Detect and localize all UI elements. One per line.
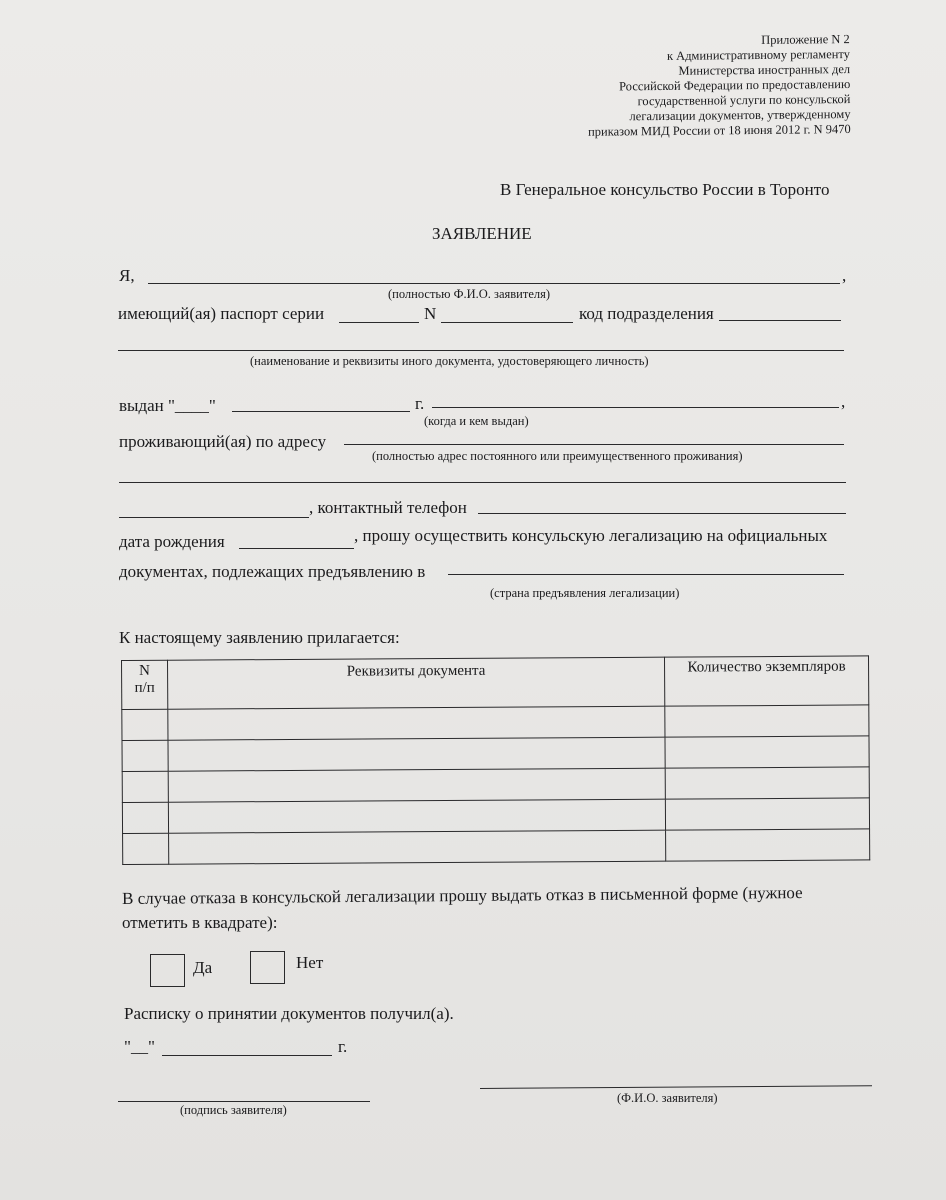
other-id-document-field[interactable] <box>118 350 844 351</box>
page-title: ЗАЯВЛЕНИЕ <box>432 224 532 243</box>
issued-end-comma: , <box>841 392 846 411</box>
row-copies-cell[interactable] <box>665 798 869 830</box>
fio-signature-field[interactable] <box>480 1085 872 1089</box>
column-header-number-line2: п/п <box>134 679 155 696</box>
row-number-cell[interactable] <box>122 740 168 771</box>
address-caption: (полностью адрес постоянного или преимущественного проживания) <box>372 449 743 463</box>
destination-country-field[interactable] <box>448 574 844 575</box>
other-id-caption: (наименование и реквизиты иного документа, удостоверяющего личность) <box>250 354 649 368</box>
row-details-cell[interactable] <box>168 799 665 833</box>
refusal-yes-checkbox[interactable] <box>150 954 185 987</box>
line-end-comma: , <box>842 266 847 285</box>
column-header-details: Реквизиты документа <box>168 657 665 709</box>
receipt-text: Расписку о принятии документов получил(а). <box>124 1004 454 1023</box>
table-header-row <box>122 656 869 710</box>
division-code-label: код подразделения <box>579 304 714 323</box>
fio-signature-caption: (Ф.И.О. заявителя) <box>617 1091 718 1105</box>
refusal-no-checkbox[interactable] <box>250 951 285 984</box>
birth-date-field[interactable] <box>239 548 354 549</box>
appendix-line: Министерства иностранных дел <box>678 61 851 78</box>
column-header-number-line1: N <box>139 662 151 679</box>
issued-label: выдан "____" <box>119 396 216 415</box>
issued-by-field[interactable] <box>432 407 839 408</box>
appendix-line: легализации документов, утвержденному <box>629 106 851 124</box>
appendix-line: Российской Федерации по предоставлению <box>619 76 851 94</box>
table-row <box>123 829 870 865</box>
fio-field[interactable] <box>148 283 840 284</box>
refusal-text-line1: В случае отказа в консульской легализации прошу выдать отказ в письменной форме (нужное <box>122 883 803 908</box>
country-caption: (страна предъявления легализации) <box>490 586 680 600</box>
signature-field[interactable] <box>118 1101 370 1102</box>
appendix-line: Приложение N 2 <box>761 32 851 47</box>
applicant-label: Я, <box>119 266 135 285</box>
birth-date-label: дата рождения <box>119 532 225 551</box>
issued-caption: (когда и кем выдан) <box>424 414 529 428</box>
issued-year-label: г. <box>415 394 425 413</box>
row-details-cell[interactable] <box>169 830 666 864</box>
appendix-line: государственной услуги по консульской <box>637 91 851 109</box>
row-copies-cell[interactable] <box>665 736 869 768</box>
row-number-cell[interactable] <box>122 709 168 740</box>
row-details-cell[interactable] <box>168 706 665 740</box>
receipt-date-field[interactable] <box>162 1055 332 1056</box>
row-details-cell[interactable] <box>168 737 665 771</box>
row-details-cell[interactable] <box>168 768 665 802</box>
fio-caption: (полностью Ф.И.О. заявителя) <box>388 287 551 301</box>
address-field[interactable] <box>344 444 844 445</box>
addressee: В Генеральное консульство России в Торонто <box>500 180 830 199</box>
attachments-table <box>121 655 870 865</box>
table-row <box>122 798 869 834</box>
phone-field[interactable] <box>478 513 846 514</box>
row-copies-cell[interactable] <box>666 829 870 861</box>
address-field-end[interactable] <box>119 517 309 518</box>
address-label: проживающий(ая) по адресу <box>119 432 327 451</box>
row-number-cell[interactable] <box>123 833 169 864</box>
issued-date-field[interactable] <box>232 411 410 412</box>
appendix-line: приказом МИД России от 18 июня 2012 г. N 9470 <box>588 121 852 139</box>
passport-series-field[interactable] <box>339 322 419 323</box>
passport-number-field[interactable] <box>441 322 573 323</box>
attachments-heading: К настоящему заявлению прилагается: <box>119 628 400 647</box>
column-header-number <box>122 660 168 709</box>
division-code-field[interactable] <box>719 320 841 321</box>
refusal-no-label: Нет <box>296 953 324 972</box>
row-copies-cell[interactable] <box>665 767 869 799</box>
column-header-copies: Количество экземпляров <box>664 656 868 706</box>
passport-label: имеющий(ая) паспорт серии <box>118 304 325 323</box>
row-number-cell[interactable] <box>122 771 168 802</box>
signature-caption: (подпись заявителя) <box>180 1103 287 1117</box>
passport-number-label: N <box>424 304 437 323</box>
appendix-notice <box>587 32 851 140</box>
table-row <box>122 736 869 772</box>
table-row <box>122 705 869 741</box>
receipt-date-prefix: "__" <box>124 1037 155 1056</box>
row-copies-cell[interactable] <box>665 705 869 737</box>
address-field-continued[interactable] <box>119 482 846 483</box>
phone-label: , контактный телефон <box>309 498 467 517</box>
refusal-yes-label: Да <box>193 958 213 977</box>
refusal-text-line2: отметить в квадрате): <box>122 913 278 932</box>
request-text: , прошу осуществить консульскую легализацию на официальных <box>354 526 828 545</box>
receipt-year-label: г. <box>338 1037 348 1056</box>
table-row <box>122 767 869 803</box>
documents-label: документах, подлежащих предъявлению в <box>119 562 426 581</box>
row-number-cell[interactable] <box>122 802 168 833</box>
appendix-line: к Административному регламенту <box>667 46 851 63</box>
